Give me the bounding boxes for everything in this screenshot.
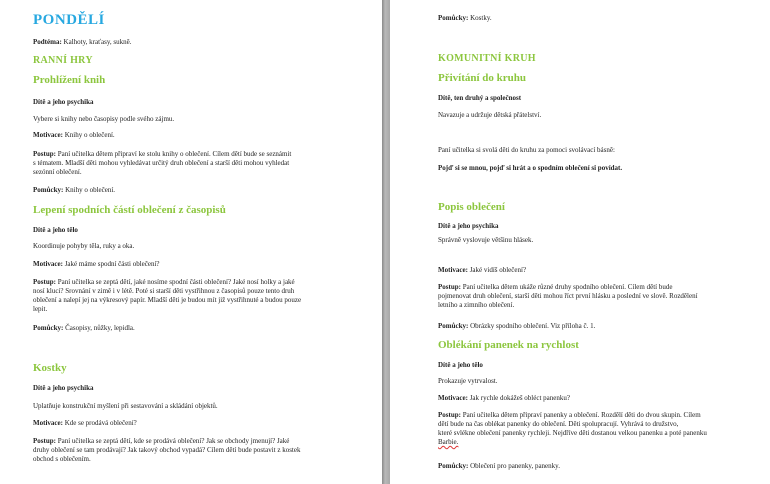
page-gutter [382,0,390,484]
motivation-text: Kde se prodává oblečení? [64,419,137,427]
procedure-label: Postup: [33,278,56,286]
motivation-label: Motivace: [438,266,468,274]
activity-goal: Správně vyslovuje většinu hlásek. [438,236,534,244]
activity-title-dressing-dolls: Oblékání panenek na rychlost [438,339,579,351]
section-morning-games: RANNÍ HRY [33,55,93,66]
motivation-label: Motivace: [33,419,63,427]
procedure-line: Paní učitelka se zeptá dětí, jaké nosíme spodní části oblečení? Jaké nosí holky a jaké [57,278,295,286]
aids-text: Oblečení pro panenky, panenky. [470,462,560,470]
procedure-line: nosí kluci? Srovnání v zimě i v létě. Poté si starší děti vystřihnou z časopisů pouze tento druh [33,287,295,295]
aids-text: Kostky. [470,14,492,22]
activity-procedure [33,150,351,177]
welcome-poem [438,164,756,173]
topic-line [33,38,351,47]
topic-value: Kalhoty, kraťasy, sukně. [63,38,132,46]
procedure-line: lepit. [33,305,48,313]
activity-title-gluing-clothes: Lepení spodních částí oblečení z časopisů [33,204,226,216]
activity-aids [438,322,756,331]
activity-goal: Prokazuje vytrvalost. [438,377,498,385]
procedure-line: druhy oblečení se tam prodávají? Jak takový obchod vypadá? Cílem dětí bude postavit z kostek [33,446,301,454]
activity-title-book-browsing: Prohlížení knih [33,74,106,86]
motivation-label: Motivace: [438,394,468,402]
activity-title-blocks: Kostky [33,362,67,374]
activity-focus: Dítě a jeho psychika [438,222,499,230]
top-aids [438,14,756,23]
procedure-line: Paní učitelka dětem připraví panenky a oblečení. Rozdělí děti do dvou skupin. Cílem [462,411,701,419]
topic-label: Podtéma: [33,38,62,46]
activity-motivation [438,266,756,275]
procedure-line: dětí bude na čas oblékat panenky do oblečení. Děti spolupracují. Vyhrává to družstvo, [438,420,679,428]
motivation-label: Motivace: [33,131,63,139]
aids-label: Pomůcky: [438,14,469,22]
aids-label: Pomůcky: [438,322,469,330]
section-community-circle: KOMUNITNÍ KRUH [438,53,536,64]
activity-focus: Dítě a jeho psychika [33,98,94,106]
procedure-line: Paní učitelka dětem připraví ke stolu knihy o oblečení. Cílem dětí bude se seznámit [57,150,292,158]
activity-goal: Navazuje a udržuje dětská přátelství. [438,111,542,119]
activity-motivation [33,131,351,140]
aids-text: Obrázky spodního oblečení. Viz příloha č. 1. [470,322,596,330]
motivation-text: Jaké máme spodní části oblečení? [64,260,160,268]
aids-label: Pomůcky: [33,186,64,194]
left-page [0,0,382,484]
activity-procedure [33,437,351,464]
motivation-label: Motivace: [33,260,63,268]
activity-procedure [438,411,756,447]
activity-motivation [33,260,351,269]
activity-focus: Dítě, ten druhý a společnost [438,94,522,102]
procedure-line-spellcheck: Barbie. [438,438,459,446]
procedure-line: s tématem. Mladší děti mohou vyhledávat určitý druh oblečení a starší děti mohou vyhledat [33,159,290,167]
activity-focus: Dítě a jeho psychika [33,384,94,392]
procedure-line: oblečení a nalepí jej na výkresový papír. Mladší děti je budou mít již vystřihnuté a budou pouze [33,296,302,304]
aids-text: Časopisy, nůžky, lepidla. [65,324,135,332]
activity-motivation [33,419,351,428]
activity-goal: Uplatňuje konstrukční myšlení při sestavování a skládání objektů. [33,402,218,410]
procedure-line: letního a zimního oblečení. [438,301,515,309]
motivation-text: Knihy o oblečení. [64,131,115,139]
activity-aids [33,186,351,195]
poem-text: Pojď si se mnou, pojď si hrát a o spodním oblečení si povídat. [438,164,623,172]
motivation-text: Jak rychle dokážeš obléct panenku? [469,394,570,402]
activity-goal: Koordinuje pohyby těla, ruky a oka. [33,242,135,250]
procedure-line: Paní učitelka se zeptá dětí, kde se prodává oblečení? Jak se obchody jmenují? Jaké [57,437,290,445]
activity-focus: Dítě a jeho tělo [438,361,483,369]
right-page [390,0,770,484]
procedure-label: Postup: [438,283,461,291]
day-title: PONDĚLÍ [33,12,105,28]
activity-motivation [438,394,756,403]
activity-aids [438,462,756,471]
procedure-line: pojmenovat druh oblečení, starší děti mohou říct první hlásku a poslední ve slově. Rozdělení [438,292,698,300]
procedure-label: Postup: [33,437,56,445]
procedure-line: obchod s oblečením. [33,455,91,463]
activity-procedure [33,278,351,314]
activity-focus: Dítě a jeho tělo [33,226,78,234]
activity-procedure: Paní učitelka si svolá děti do kruhu za pomoci svolávací básně: [438,146,615,154]
activity-aids [33,324,351,333]
procedure-line: Paní učitelka dětem ukáže různé druhy spodního oblečení. Cílem dětí bude [462,283,673,291]
motivation-text: Jaké vidíš oblečení? [469,266,527,274]
procedure-label: Postup: [438,411,461,419]
activity-title-clothing-description: Popis oblečení [438,201,505,213]
activity-goal: Vybere si knihy nebo časopisy podle svého zájmu. [33,115,175,123]
activity-procedure [438,283,756,310]
procedure-line: sezónní oblečení. [33,168,82,176]
aids-label: Pomůcky: [438,462,469,470]
aids-text: Knihy o oblečení. [65,186,116,194]
procedure-line: které svlékne oblečení panenky rychleji. Nejdříve děti dostanou velkou panenku a poté panenku [438,429,707,437]
procedure-label: Postup: [33,150,56,158]
aids-label: Pomůcky: [33,324,64,332]
activity-title-welcome: Přivítání do kruhu [438,72,527,84]
